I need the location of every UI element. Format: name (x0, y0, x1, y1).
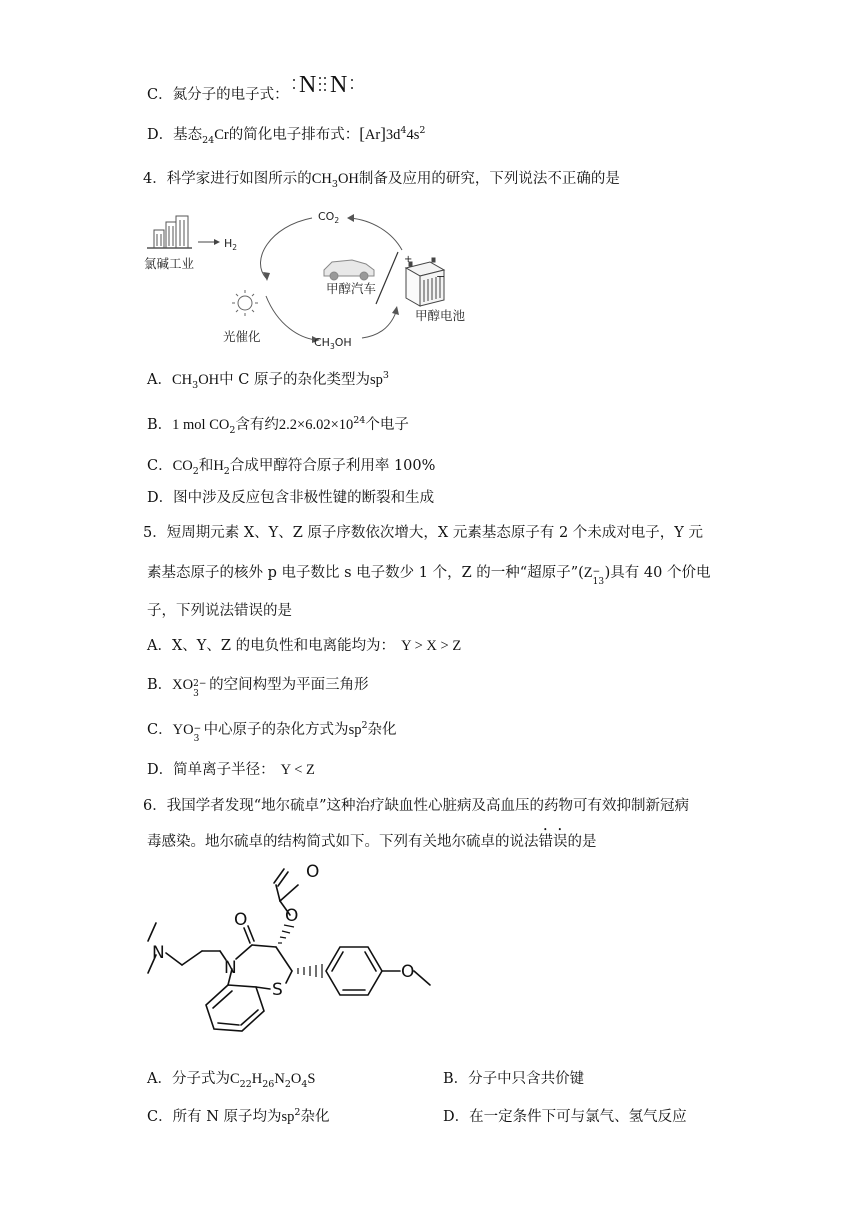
formula-sub: 2 (223, 465, 230, 477)
q5-option-d (147, 759, 315, 781)
option-text: 简单离子半径： (173, 762, 275, 778)
hybrid: sp (281, 1109, 295, 1125)
option-label: D． (443, 1109, 470, 1125)
formula-sub: 3 (192, 379, 199, 391)
svg-text:−: − (436, 270, 446, 283)
charge: − (592, 567, 601, 577)
option-text: 图中涉及反应包含非极性键的断裂和生成 (173, 490, 435, 506)
noble-gas-core: Ar (364, 127, 381, 143)
formula-sub: 2 (192, 465, 199, 477)
option-text: 的简化电子排布式： (228, 127, 360, 143)
option-text: 分子式为 (171, 1071, 230, 1087)
option-label: C． (147, 87, 173, 103)
option-text: 杂化 (300, 1109, 330, 1125)
q5-stem-line2 (147, 562, 711, 587)
methanol-cycle-figure (140, 200, 480, 360)
hybrid: sp (369, 372, 383, 388)
formula-sub: 2 (284, 1078, 291, 1090)
q5-stem-line1: 5．短周期元素 X、Y、Z 原子序数依次增大，X 元素基态原子有 2 个未成对电子，Y 元 (143, 525, 703, 541)
stem-text: 4．科学家进行如图所示的 (143, 171, 312, 187)
q6-stem-line2 (147, 826, 597, 853)
option-text: 中 C 原子的杂化类型为 (219, 372, 370, 388)
q5-option-c (147, 719, 397, 744)
atom-n-dimethyl: N (152, 943, 165, 963)
formula-sub: 22 (239, 1078, 252, 1090)
formula: CH (311, 171, 332, 187)
option-label: A． (147, 372, 172, 388)
option-label: D． (147, 762, 174, 778)
q6-option-c (147, 1106, 329, 1128)
option-label: B． (147, 677, 173, 693)
svg-text:+: + (404, 254, 413, 265)
option-text: 中心原子的杂化方式为 (203, 722, 349, 738)
formula: CH (171, 372, 193, 388)
charge: − (193, 724, 202, 734)
formula: XO (172, 677, 194, 693)
option-label: B． (443, 1071, 469, 1087)
factory-icon (147, 216, 192, 248)
q6-option-a (147, 1068, 315, 1090)
option-text: 在一定条件下可与氯气、氢气反应 (469, 1109, 687, 1125)
label-h2: $H_2$ (224, 237, 238, 252)
config-4s: 4s (406, 127, 420, 143)
q5-option-a (147, 635, 461, 657)
formula-sub: 26 (262, 1078, 275, 1090)
option-label: C． (147, 458, 173, 474)
q6-stem-line1: 6．我国学者发现“地尔硫卓”这种治疗缺血性心脏病及高血压的药物可有效抑制新冠病 (143, 798, 690, 814)
q4-option-b (147, 414, 409, 436)
option-text: X、Y、Z 的电负性和电离能均为： (171, 638, 396, 654)
q6-option-b (443, 1068, 584, 1090)
option-label: A． (147, 638, 172, 654)
number: 2.2×6.02×10 (278, 417, 354, 433)
atom-n-ring: N (224, 958, 237, 978)
formula: CO (172, 458, 193, 474)
formula: 1 mol CO (172, 417, 230, 433)
formula: Z (583, 565, 593, 581)
q6-option-d (443, 1106, 687, 1128)
nitrogen-electron-formula (293, 72, 373, 102)
nitrogen-atom-right: N (330, 72, 348, 98)
q5-stem-line3: 子，下列说法错误的是 (147, 603, 292, 619)
formula: O (290, 1071, 302, 1087)
stem-text: 制备及应用的研究，下列说法不正确的是 (358, 171, 620, 187)
formula-sub: 2 (229, 424, 236, 436)
diltiazem-structure (140, 855, 450, 1055)
hybrid-sup: 2 (361, 720, 368, 732)
formula: OH (337, 171, 359, 187)
charge: 2− (193, 679, 207, 689)
stem-text: 素基态原子的核外 p 电子数比 s 电子数少 1 个，Z 的一种“超原子”( (147, 565, 584, 581)
q5-option-b (147, 674, 369, 699)
label-methanol: $CH_3OH$ (314, 336, 352, 351)
option-label: C． (147, 1109, 173, 1125)
stem-text: 毒感染。地尔硫卓的结构简式如下。下列有关地尔硫卓的说法 (147, 834, 539, 850)
label-methanol-car: 甲醇汽车 (326, 281, 377, 296)
config-3d: 3d (385, 127, 401, 143)
q4-option-d (147, 487, 434, 509)
label-photocatalysis: 光催化 (223, 329, 261, 344)
option-label: D． (147, 490, 174, 506)
option-text: 所有 N 原子均为 (172, 1109, 282, 1125)
q4-option-c (147, 455, 435, 477)
config-3d-count: 4 (400, 125, 407, 137)
option-text: 分子中只含共价键 (468, 1071, 585, 1087)
formula: H (251, 1071, 263, 1087)
option-label: D． (147, 127, 174, 143)
label-industry: 氯碱工业 (144, 256, 195, 271)
sun-icon (232, 290, 258, 316)
option-text: 杂化 (367, 722, 397, 738)
q4-stem (143, 168, 620, 190)
label-co2: $CO_2$ (318, 210, 340, 225)
option-text: 和 (198, 458, 214, 474)
hybrid-sup: 2 (294, 1107, 301, 1119)
label-methanol-battery: 甲醇电池 (415, 308, 466, 323)
atom-o-acetyl: O (306, 862, 320, 882)
formula: S (307, 1071, 316, 1087)
hybrid: sp (348, 722, 362, 738)
q3-option-c (147, 84, 289, 106)
option-text: 的空间构型为平面三角形 (209, 677, 369, 693)
nitrogen-atom-left: N (299, 72, 317, 98)
option-label: A． (147, 1071, 172, 1087)
formula-sub: 3 (331, 178, 338, 190)
formula: YO (172, 722, 194, 738)
option-label: C． (147, 722, 173, 738)
expression: Y > X > Z (401, 638, 462, 654)
hybrid-sup: 3 (382, 370, 389, 382)
formula: N (274, 1071, 285, 1087)
atom-o-carbonyl: O (234, 910, 248, 930)
element-symbol: Cr (214, 127, 229, 143)
count: 13 (592, 577, 605, 587)
emphasis-text: 错误 (538, 834, 568, 850)
exponent: 24 (353, 415, 366, 427)
formula-sub: 4 (301, 1078, 308, 1090)
option-text: 个电子 (365, 417, 409, 433)
option-text: 基态 (173, 127, 203, 143)
config-4s-count: 2 (419, 125, 426, 137)
count: 3 (193, 734, 200, 744)
option-text: 含有约 (235, 417, 279, 433)
count: 3 (193, 689, 199, 699)
stem-text: )具有 40 个价电 (604, 565, 711, 581)
atom-o-methoxy: O (401, 962, 415, 982)
q3-option-d: D．基态$_{24}$Cr的简化电子排布式：$[Ar]3d^44s^2$ (147, 124, 426, 146)
q4-option-a (147, 369, 389, 391)
stem-text: 的是 (567, 834, 597, 850)
option-text: 氮分子的电子式： (172, 87, 289, 103)
atom-s: S (272, 980, 283, 1000)
atomic-number: 24 (202, 134, 215, 146)
option-label: B． (147, 417, 173, 433)
atom-o-ester: O (285, 906, 299, 926)
formula: OH (198, 372, 220, 388)
expression: Y < Z (280, 762, 315, 778)
car-icon (324, 260, 374, 280)
option-text: 合成甲醇符合原子利用率 100% (229, 458, 436, 474)
formula: H (213, 458, 224, 474)
formula: C (229, 1071, 240, 1087)
